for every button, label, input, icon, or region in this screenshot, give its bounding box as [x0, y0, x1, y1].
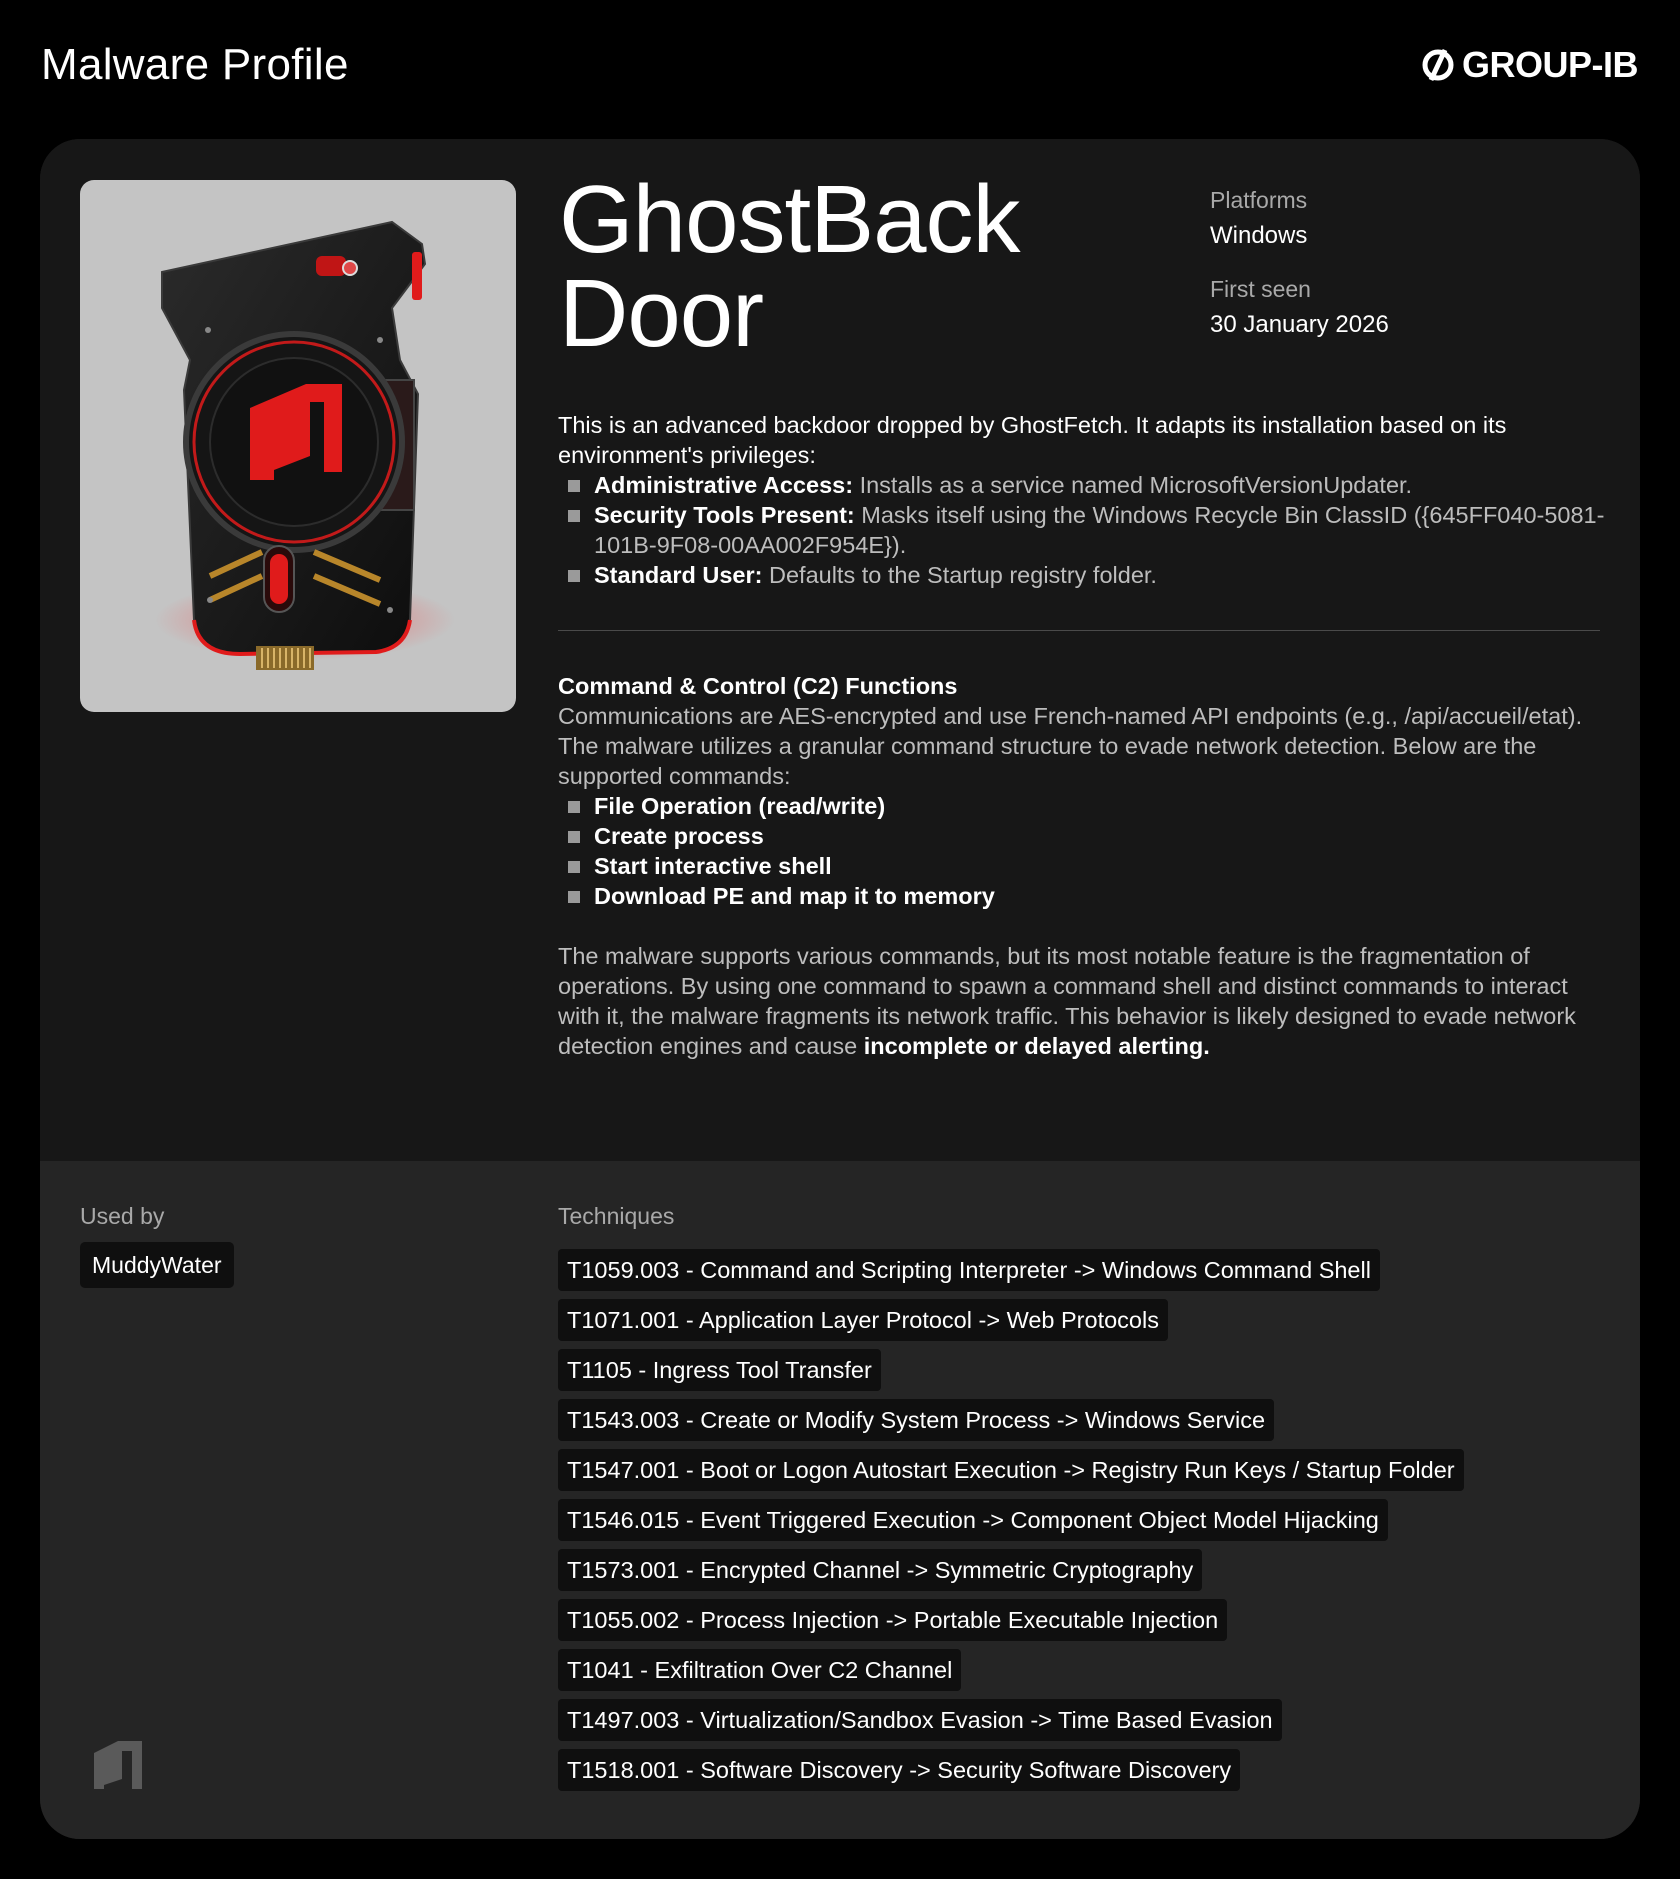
technique-chip[interactable]: T1055.002 - Process Injection -> Portable Executable Injection	[558, 1599, 1227, 1641]
technique-chip[interactable]: T1546.015 - Event Triggered Execution -> Component Object Model Hijacking	[558, 1499, 1388, 1541]
description-block	[558, 410, 1608, 590]
technique-chip[interactable]: T1547.001 - Boot or Logon Autostart Execution -> Registry Run Keys / Startup Folder	[558, 1449, 1464, 1491]
list-item	[558, 560, 1608, 590]
technique-chip[interactable]: T1518.001 - Software Discovery -> Security Software Discovery	[558, 1749, 1240, 1791]
platforms-label: Platforms	[1210, 187, 1308, 213]
list-item: File Operation (read/write)	[558, 791, 1608, 821]
platforms-value: Windows	[1210, 222, 1308, 249]
section-divider	[558, 630, 1600, 631]
techniques-label: Techniques	[558, 1203, 675, 1229]
malware-profile-card	[40, 139, 1640, 1839]
first-seen-value: 30 January 2026	[1210, 311, 1389, 338]
list-item: Create process	[558, 821, 1608, 851]
list-item-text: Masks itself using the Windows Recycle Bin ClassID ({645FF040-5081-101B-9F08-00AA002F954E}).	[594, 502, 1605, 558]
list-item-text: Defaults to the Startup registry folder.	[762, 562, 1157, 588]
brand-logo[interactable]	[1420, 44, 1638, 86]
list-item	[558, 470, 1608, 500]
malware-device-illustration	[80, 180, 516, 712]
malware-meta	[1210, 187, 1570, 365]
list-item	[558, 500, 1608, 560]
technique-chip[interactable]: T1071.001 - Application Layer Protocol -> Web Protocols	[558, 1299, 1168, 1341]
c2-outro-bold: incomplete or delayed alerting.	[863, 1033, 1210, 1059]
c2-outro	[558, 941, 1608, 1061]
privilege-list	[558, 470, 1608, 590]
technique-chip[interactable]: T1543.003 - Create or Modify System Process -> Windows Service	[558, 1399, 1274, 1441]
c2-command-list	[558, 791, 1608, 911]
technique-chip[interactable]: T1497.003 - Virtualization/Sandbox Evasion -> Time Based Evasion	[558, 1699, 1282, 1741]
description-intro: This is an advanced backdoor dropped by GhostFetch. It adapts its installation based on its environment's privileges:	[558, 412, 1507, 468]
c2-text: Communications are AES-encrypted and use French-named API endpoints (e.g., /api/accueil/etat). The malware utilizes a granular command structure to evade network detection. Below are the supported commands:	[558, 703, 1583, 789]
c2-outro-text: The malware supports various commands, but its most notable feature is the fragmentation of operations. By using one command to spawn a command shell and distinct commands to interact with it, the malware fragments its network traffic. This behavior is likely designed to evade network detection engines and cause	[558, 943, 1576, 1059]
list-item: Download PE and map it to memory	[558, 881, 1608, 911]
brand-name: GROUP-IB	[1462, 44, 1638, 85]
first-seen-label: First seen	[1210, 276, 1311, 302]
malware-name-line1: GhostBack	[559, 166, 1020, 273]
actor-chip[interactable]: MuddyWater	[80, 1242, 234, 1288]
malware-name-line2: Door	[559, 260, 764, 367]
technique-chip[interactable]: T1105 - Ingress Tool Transfer	[558, 1349, 881, 1391]
group-ib-logo-icon	[1420, 47, 1456, 83]
used-by-label: Used by	[80, 1203, 165, 1229]
malware-name	[559, 166, 1079, 367]
list-item-text: Installs as a service named MicrosoftVersionUpdater.	[853, 472, 1413, 498]
list-item-label: Administrative Access:	[594, 472, 854, 498]
techniques-list	[558, 1249, 1618, 1799]
list-item-label: Security Tools Present:	[594, 502, 855, 528]
list-item: Start interactive shell	[558, 851, 1608, 881]
technique-chip[interactable]: T1573.001 - Encrypted Channel -> Symmetric Cryptography	[558, 1549, 1202, 1591]
page-title: Malware Profile	[41, 40, 349, 89]
list-item-label: Standard User:	[594, 562, 763, 588]
c2-block	[558, 671, 1608, 1061]
group-ib-mark-icon	[92, 1735, 144, 1794]
technique-chip[interactable]: T1041 - Exfiltration Over C2 Channel	[558, 1649, 961, 1691]
technique-chip[interactable]: T1059.003 - Command and Scripting Interpreter -> Windows Command Shell	[558, 1249, 1380, 1291]
c2-title: Command & Control (C2) Functions	[558, 673, 958, 699]
